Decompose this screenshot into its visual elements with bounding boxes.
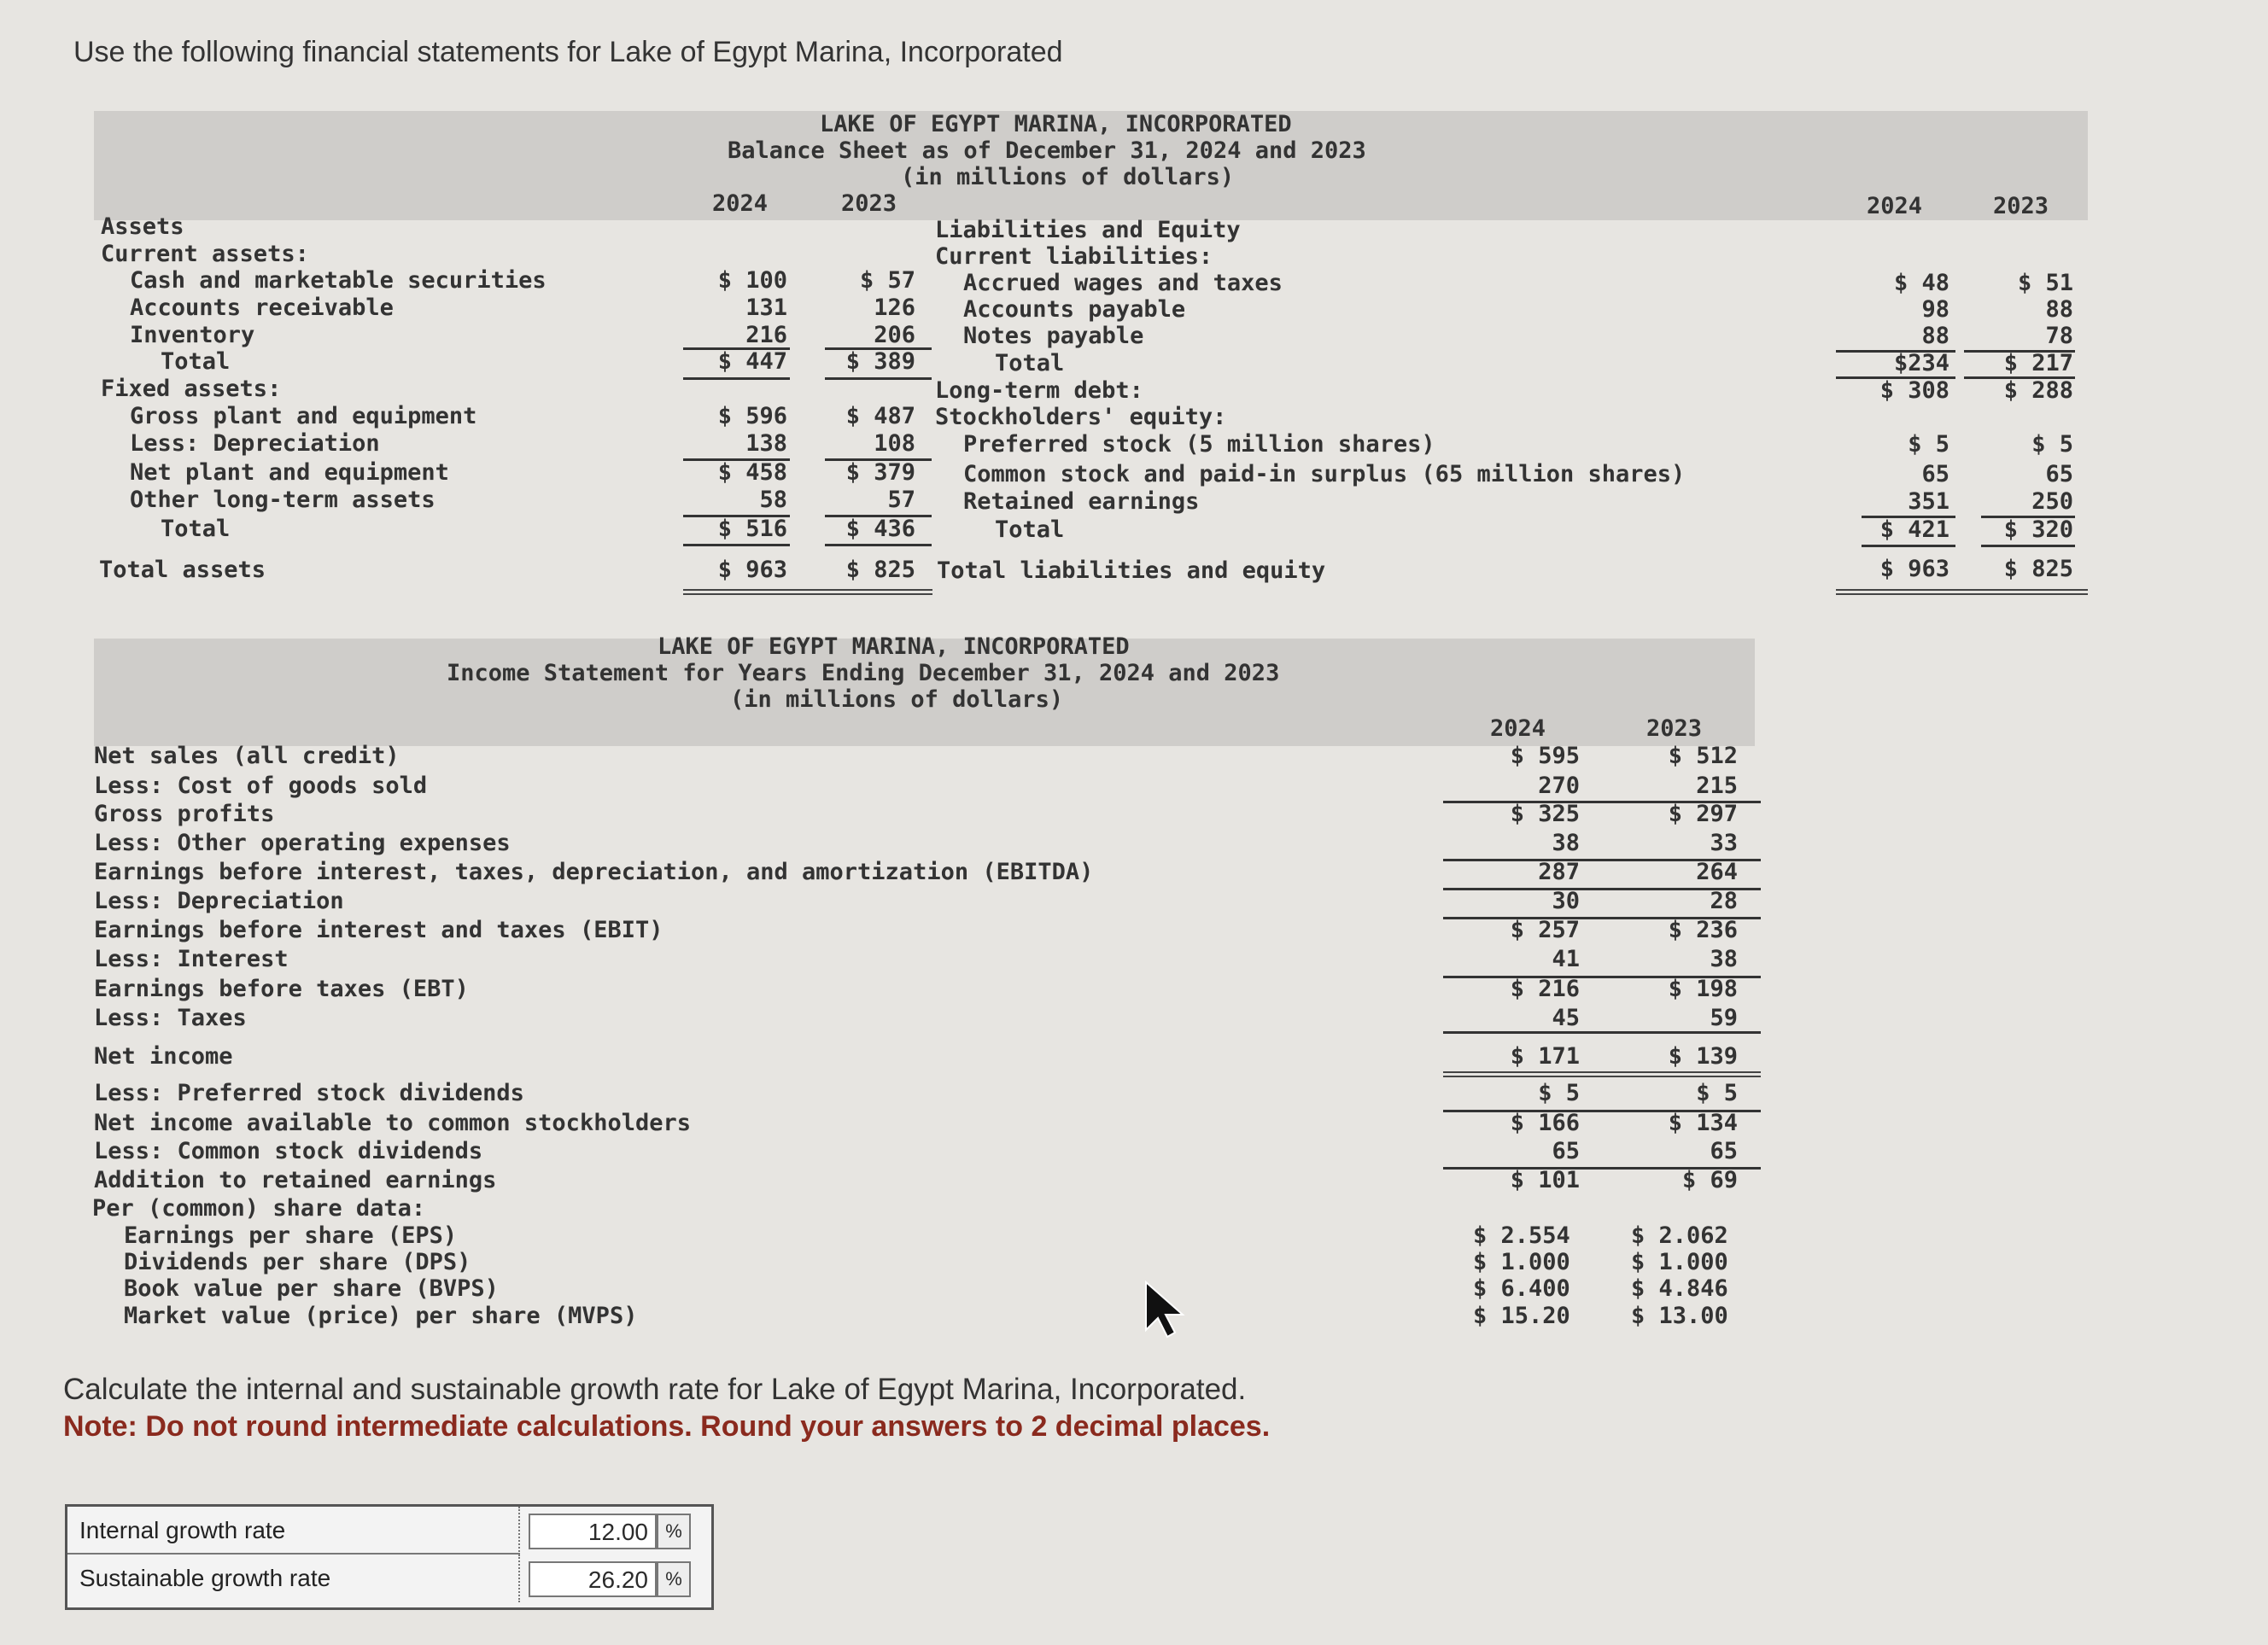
ni-common-label: Net income available to common stockholders xyxy=(94,1110,691,1136)
se-heading: Stockholders' equity: xyxy=(935,404,1227,430)
is-title: Income Statement for Years Ending December 31, 2024 and 2023 xyxy=(447,660,1280,686)
is-rule xyxy=(1443,917,1761,919)
re-2023: 250 xyxy=(2031,488,2073,515)
is-rule xyxy=(1443,1071,1761,1077)
net-sales-2024: $ 595 xyxy=(1510,743,1580,769)
np-2024: 88 xyxy=(1921,323,1949,349)
is-rule xyxy=(1443,976,1761,978)
net-plant-2024: $ 458 xyxy=(717,459,787,486)
is-rule xyxy=(1443,1031,1761,1034)
gross-plant-2024: $ 596 xyxy=(717,403,787,429)
is-year-2023: 2023 xyxy=(1646,715,1703,742)
bvps-2024: $ 6.400 xyxy=(1473,1275,1570,1302)
gross-plant-label: Gross plant and equipment xyxy=(130,403,477,429)
eps-2024: $ 2.554 xyxy=(1473,1222,1570,1249)
answer-table xyxy=(65,1504,714,1610)
interest-2024: 41 xyxy=(1552,946,1580,972)
dps-2023: $ 1.000 xyxy=(1631,1249,1728,1275)
addition-re-label: Addition to retained earnings xyxy=(94,1167,497,1193)
pref-dividends-label: Less: Preferred stock dividends xyxy=(94,1080,524,1106)
gross-profits-2023: $ 297 xyxy=(1668,801,1738,827)
other-opex-2024: 38 xyxy=(1552,830,1580,856)
accrued-2024: $ 48 xyxy=(1893,270,1949,296)
other-opex-2023: 33 xyxy=(1710,830,1738,856)
ar-2024: 131 xyxy=(745,295,787,321)
addition-re-2024: $ 101 xyxy=(1510,1167,1580,1193)
gross-plant-2023: $ 487 xyxy=(845,403,915,429)
question-text: Calculate the internal and sustainable growth rate for Lake of Egypt Marina, Incorporated. xyxy=(63,1373,1247,1406)
net-income-label: Net income xyxy=(94,1043,233,1070)
common-dividends-2023: 65 xyxy=(1710,1138,1738,1164)
is-rule xyxy=(1443,859,1761,861)
current-assets-heading: Current assets: xyxy=(101,241,309,267)
is-rule xyxy=(1443,801,1761,803)
bs-year-2023: 2023 xyxy=(841,190,897,217)
addition-re-2023: $ 69 xyxy=(1681,1167,1738,1193)
ebitda-2023: 264 xyxy=(1696,859,1738,885)
is-rule xyxy=(1443,1167,1761,1170)
internal-growth-label: Internal growth rate xyxy=(79,1517,286,1543)
cogs-label: Less: Cost of goods sold xyxy=(94,773,428,799)
tle-2024: $ 963 xyxy=(1879,556,1949,582)
other-lt-assets-2024: 58 xyxy=(759,487,787,513)
tle-label: Total liabilities and equity xyxy=(937,557,1326,584)
pref-2024: $ 5 xyxy=(1908,431,1949,458)
sustainable-growth-percent: % xyxy=(657,1561,691,1597)
re-2024: 351 xyxy=(1908,488,1949,515)
per-share-heading: Per (common) share data: xyxy=(92,1195,426,1222)
se-total-2024: $ 421 xyxy=(1879,516,1949,543)
bs-liab-year-2023: 2023 xyxy=(1993,193,2049,219)
bs-title: Balance Sheet as of December 31, 2024 and 2023 xyxy=(728,137,1366,164)
le-heading: Liabilities and Equity xyxy=(935,217,1241,243)
fixed-assets-heading: Fixed assets: xyxy=(101,376,282,402)
net-sales-2023: $ 512 xyxy=(1668,743,1738,769)
common-2024: 65 xyxy=(1921,461,1949,487)
ebitda-2024: 287 xyxy=(1538,859,1580,885)
bvps-2023: $ 4.846 xyxy=(1631,1275,1728,1302)
pref-dividends-2023: $ 5 xyxy=(1696,1080,1738,1106)
sustainable-growth-label: Sustainable growth rate xyxy=(79,1565,331,1591)
eps-label: Earnings per share (EPS) xyxy=(124,1222,458,1249)
sustainable-growth-input[interactable]: 26.20 xyxy=(529,1561,657,1597)
np-2023: 78 xyxy=(2045,323,2073,349)
mvps-label: Market value (price) per share (MVPS) xyxy=(124,1303,638,1329)
answer-row-internal xyxy=(67,1507,520,1555)
inventory-2024: 216 xyxy=(745,322,787,348)
ap-label: Accounts payable xyxy=(963,296,1186,323)
tle-2023: $ 825 xyxy=(2003,556,2073,582)
net-plant-2023: $ 379 xyxy=(845,459,915,486)
bs-company: LAKE OF EGYPT MARINA, INCORPORATED xyxy=(820,111,1292,137)
cash-2024: $ 100 xyxy=(717,267,787,294)
ebt-2023: $ 198 xyxy=(1668,976,1738,1002)
mvps-2024: $ 15.20 xyxy=(1473,1303,1570,1329)
common-label: Common stock and paid-in surplus (65 million shares) xyxy=(963,461,1686,487)
ap-2024: 98 xyxy=(1921,296,1949,323)
net-income-2024: $ 171 xyxy=(1510,1043,1580,1070)
common-2023: 65 xyxy=(2045,461,2073,487)
fa-total-label: Total xyxy=(161,516,231,542)
cl-total-2023: $ 217 xyxy=(2003,350,2073,376)
re-label: Retained earnings xyxy=(963,488,1200,515)
note-text: Note: Do not round intermediate calculations. Round your answers to 2 decimal places. xyxy=(63,1410,1271,1443)
cl-total-label: Total xyxy=(995,350,1065,376)
is-rule xyxy=(1443,888,1761,890)
ebit-2024: $ 257 xyxy=(1510,917,1580,943)
other-lt-assets-label: Other long-term assets xyxy=(130,487,435,513)
mvps-2023: $ 13.00 xyxy=(1631,1303,1728,1329)
net-income-2023: $ 139 xyxy=(1668,1043,1738,1070)
ebit-label: Earnings before interest and taxes (EBIT) xyxy=(94,917,663,943)
other-lt-assets-2023: 57 xyxy=(887,487,915,513)
ltd-label: Long-term debt: xyxy=(935,377,1143,404)
ni-common-2023: $ 134 xyxy=(1668,1110,1738,1136)
intro-text: Use the following financial statements for Lake of Egypt Marina, Incorporated xyxy=(73,36,1063,68)
ebt-2024: $ 216 xyxy=(1510,976,1580,1002)
pref-2023: $ 5 xyxy=(2031,431,2073,458)
bs-year-2024: 2024 xyxy=(712,190,769,217)
mouse-cursor-icon xyxy=(1144,1280,1187,1340)
is-depreciation-label: Less: Depreciation xyxy=(94,888,344,914)
ca-total-2024: $ 447 xyxy=(717,348,787,375)
depreciation-label: Less: Depreciation xyxy=(130,430,380,457)
ar-label: Accounts receivable xyxy=(130,295,394,321)
gross-profits-label: Gross profits xyxy=(94,801,275,827)
is-depreciation-2024: 30 xyxy=(1552,888,1580,914)
ca-total-2023: $ 389 xyxy=(845,348,915,375)
ltd-2024: $ 308 xyxy=(1879,377,1949,404)
ebt-label: Earnings before taxes (EBT) xyxy=(94,976,469,1002)
ar-2023: 126 xyxy=(874,295,915,321)
cl-total-2024: $234 xyxy=(1893,350,1949,376)
ap-2023: 88 xyxy=(2045,296,2073,323)
interest-2023: 38 xyxy=(1710,946,1738,972)
is-rule xyxy=(1443,1110,1761,1112)
bvps-label: Book value per share (BVPS) xyxy=(124,1275,499,1302)
net-plant-label: Net plant and equipment xyxy=(130,459,449,486)
ca-total-label: Total xyxy=(161,348,231,375)
bs-liab-year-2024: 2024 xyxy=(1867,193,1923,219)
eps-2023: $ 2.062 xyxy=(1631,1222,1728,1249)
fa-total-2023: $ 436 xyxy=(845,516,915,542)
common-dividends-2024: 65 xyxy=(1552,1138,1580,1164)
ebitda-label: Earnings before interest, taxes, depreciation, and amortization (EBITDA) xyxy=(94,859,1094,885)
taxes-label: Less: Taxes xyxy=(94,1005,247,1031)
common-dividends-label: Less: Common stock dividends xyxy=(94,1138,483,1164)
interest-label: Less: Interest xyxy=(94,946,289,972)
other-opex-label: Less: Other operating expenses xyxy=(94,830,511,856)
accrued-2023: $ 51 xyxy=(2017,270,2073,296)
taxes-2023: 59 xyxy=(1710,1005,1738,1031)
inventory-label: Inventory xyxy=(130,322,255,348)
cogs-2024: 270 xyxy=(1538,773,1580,799)
dps-label: Dividends per share (DPS) xyxy=(124,1249,471,1275)
fa-total-2024: $ 516 xyxy=(717,516,787,542)
ni-common-2024: $ 166 xyxy=(1510,1110,1580,1136)
is-depreciation-2023: 28 xyxy=(1710,888,1738,914)
total-assets-2024: $ 963 xyxy=(717,557,787,583)
cogs-2023: 215 xyxy=(1696,773,1738,799)
dps-2024: $ 1.000 xyxy=(1473,1249,1570,1275)
ebit-2023: $ 236 xyxy=(1668,917,1738,943)
accrued-label: Accrued wages and taxes xyxy=(963,270,1283,296)
bs-units: (in millions of dollars) xyxy=(901,164,1235,190)
pref-label: Preferred stock (5 million shares) xyxy=(963,431,1435,458)
is-units: (in millions of dollars) xyxy=(730,686,1064,713)
is-company: LAKE OF EGYPT MARINA, INCORPORATED xyxy=(658,633,1130,660)
inventory-2023: 206 xyxy=(874,322,915,348)
depreciation-2023: 108 xyxy=(874,430,915,457)
ltd-2023: $ 288 xyxy=(2003,377,2073,404)
cash-label: Cash and marketable securities xyxy=(130,267,547,294)
answer-row-sustainable xyxy=(67,1555,520,1602)
cash-2023: $ 57 xyxy=(859,267,915,294)
taxes-2024: 45 xyxy=(1552,1005,1580,1031)
total-assets-label: Total assets xyxy=(99,557,266,583)
internal-growth-percent: % xyxy=(657,1514,691,1549)
net-sales-label: Net sales (all credit) xyxy=(94,743,400,769)
se-total-label: Total xyxy=(995,516,1065,543)
assets-heading: Assets xyxy=(101,213,184,240)
pref-dividends-2024: $ 5 xyxy=(1538,1080,1580,1106)
se-total-2023: $ 320 xyxy=(2003,516,2073,543)
current-liab-heading: Current liabilities: xyxy=(935,243,1213,270)
total-assets-2023: $ 825 xyxy=(845,557,915,583)
is-year-2024: 2024 xyxy=(1490,715,1546,742)
gross-profits-2024: $ 325 xyxy=(1510,801,1580,827)
internal-growth-input[interactable]: 12.00 xyxy=(529,1514,657,1549)
depreciation-2024: 138 xyxy=(745,430,787,457)
np-label: Notes payable xyxy=(963,323,1144,349)
